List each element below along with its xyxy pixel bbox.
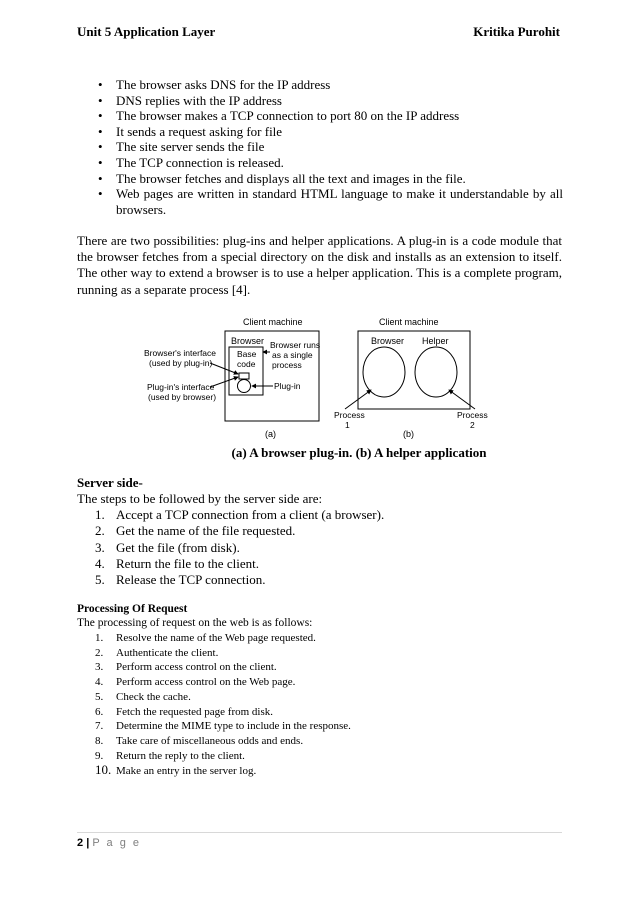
list-item: • DNS replies with the IP address bbox=[98, 93, 563, 109]
fig-label-client-machine-b: Client machine bbox=[379, 317, 439, 327]
list-item: 4. Return the file to the client. bbox=[95, 555, 259, 571]
fig-label-a: (a) bbox=[265, 429, 276, 439]
fig-label-browser-runs-3: process bbox=[272, 360, 302, 370]
fig-label-browser-a: Browser bbox=[231, 336, 265, 346]
fig-label-base: Base bbox=[237, 349, 257, 359]
processing-heading: Processing Of Request bbox=[77, 603, 188, 615]
browser-plugin-figure bbox=[140, 312, 500, 442]
fig-label-process2: Process bbox=[457, 410, 488, 420]
list-item: 4. Perform access control on the Web page. bbox=[95, 676, 296, 689]
list-item: 1. Resolve the name of the Web page requested. bbox=[95, 632, 316, 644]
list-item: • Web pages are written in standard HTML language to make it understandable by all browsers. bbox=[98, 186, 563, 217]
page-footer bbox=[77, 837, 141, 849]
header-unit-title: Unit 5 Application Layer bbox=[77, 24, 216, 39]
footer-separator: | bbox=[86, 837, 90, 849]
fig-label-browsers-interface-1: Browser's interface bbox=[144, 348, 217, 358]
list-item: • The browser fetches and displays all the text and images in the file. bbox=[98, 171, 563, 187]
bullet-list bbox=[98, 77, 563, 217]
list-item: • The browser makes a TCP connection to port 80 on the IP address bbox=[98, 108, 563, 124]
list-item: • The TCP connection is released. bbox=[98, 155, 563, 171]
list-item: 10. Make an entry in the server log. bbox=[95, 762, 257, 778]
list-item: 1. Accept a TCP connection from a client (a browser). bbox=[95, 507, 385, 522]
list-item: 8. Take care of miscellaneous odds and ends. bbox=[95, 734, 304, 747]
fig-label-process1-num: 1 bbox=[345, 420, 350, 430]
list-item: 3. Perform access control on the client. bbox=[95, 661, 277, 674]
fig-label-b: (b) bbox=[403, 429, 414, 439]
server-side-heading: Server side- bbox=[77, 475, 143, 490]
browsers-interface-arrow bbox=[210, 363, 238, 374]
server-side-intro: The steps to be followed by the server side are: bbox=[77, 491, 323, 506]
fig-label-process1: Process bbox=[334, 410, 365, 420]
plugin-paragraph: There are two possibilities: plug-ins and helper applications. A plug-in is a code module that the browser fetches from a special directory on the disk and installs as an extension to itself. The other way to extend a browser is to use a helper application. This is a complete program, running as a separate process [4]. bbox=[77, 233, 562, 297]
list-item: • The site server sends the file bbox=[98, 139, 563, 155]
fig-label-browsers-interface-2: (used by plug-in) bbox=[149, 358, 213, 368]
fig-label-plugins-interface-1: Plug-in's interface bbox=[147, 382, 215, 392]
figure-caption-text: (a) A browser plug-in. (b) A helper application bbox=[231, 445, 487, 460]
list-item: 6. Fetch the requested page from disk. bbox=[95, 705, 274, 718]
list-item: 2. Authenticate the client. bbox=[95, 646, 219, 659]
process2-arrow bbox=[449, 390, 475, 409]
header-author: Kritika Purohit bbox=[473, 24, 560, 39]
plugin-interface-box bbox=[239, 373, 249, 379]
list-item: • The browser asks DNS for the IP address bbox=[98, 77, 563, 93]
server-side-steps bbox=[95, 507, 384, 588]
plugin-circle bbox=[238, 380, 251, 393]
fig-label-plugin: Plug-in bbox=[274, 381, 301, 391]
fig-label-browser-runs-1: Browser runs bbox=[270, 340, 321, 350]
list-item: 5. Release the TCP connection. bbox=[95, 572, 266, 588]
page-number: 2 bbox=[77, 837, 84, 849]
list-item: 2. Get the name of the file requested. bbox=[95, 523, 296, 539]
fig-label-browser-b: Browser bbox=[371, 336, 405, 346]
footer-divider bbox=[77, 832, 562, 833]
list-item: 3. Get the file (from disk). bbox=[95, 539, 240, 555]
list-item: 7. Determine the MIME type to include in the response. bbox=[95, 720, 351, 733]
fig-label-process2-num: 2 bbox=[470, 420, 475, 430]
fig-label-browser-runs-2: as a single bbox=[272, 350, 313, 360]
browser-process-ellipse bbox=[363, 347, 405, 397]
processing-intro: The processing of request on the web is as follows: bbox=[77, 617, 313, 629]
fig-label-helper: Helper bbox=[422, 336, 449, 346]
helper-process-ellipse bbox=[415, 347, 457, 397]
figure-caption bbox=[0, 445, 638, 461]
fig-label-plugins-interface-2: (used by browser) bbox=[148, 392, 217, 402]
list-item: 5. Check the cache. bbox=[95, 690, 191, 703]
processing-steps bbox=[95, 631, 351, 779]
page-word: P a g e bbox=[92, 837, 141, 849]
list-item: • It sends a request asking for file bbox=[98, 124, 563, 140]
fig-label-client-machine-a: Client machine bbox=[243, 317, 303, 327]
fig-label-code: code bbox=[237, 359, 256, 369]
list-item: 9. Return the reply to the client. bbox=[95, 749, 245, 762]
